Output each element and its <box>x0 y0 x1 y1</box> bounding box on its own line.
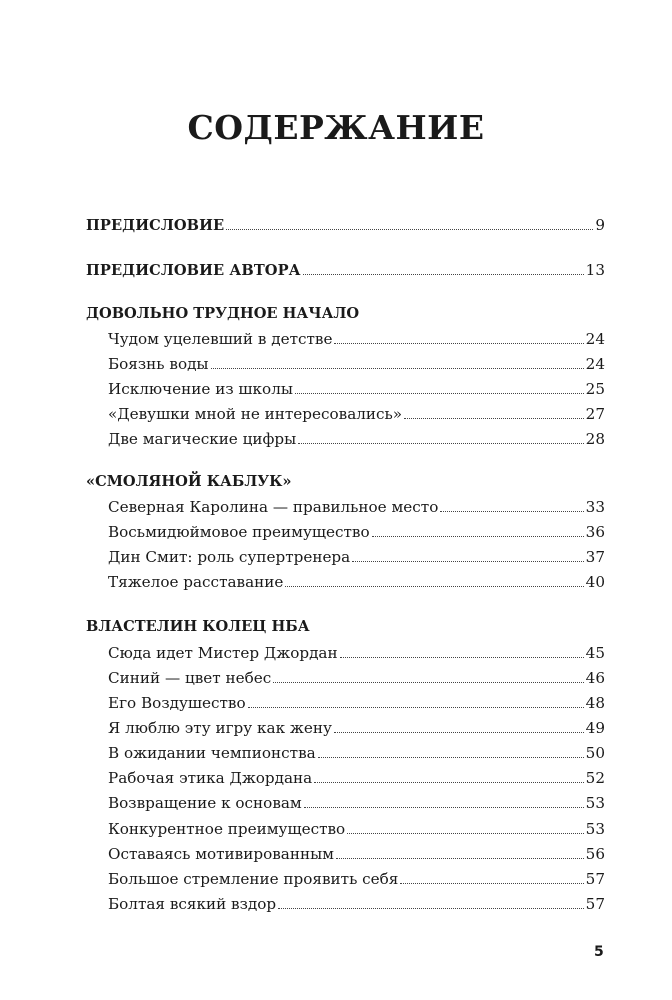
dot-leader <box>278 907 584 909</box>
toc-item-title: Конкурентное преимущество <box>108 820 346 838</box>
toc-item-title: Сюда идет Мистер Джордан <box>108 644 338 662</box>
toc-item[interactable] <box>108 403 605 425</box>
page-number: 5 <box>594 944 604 960</box>
toc-item-page: 48 <box>585 694 605 712</box>
toc-item-page: 52 <box>585 769 605 787</box>
toc-item-title: Его Воздушество <box>108 694 246 712</box>
toc-item-title: Исключение из школы <box>108 380 293 398</box>
toc-item[interactable] <box>108 667 605 689</box>
toc-item[interactable] <box>108 521 605 543</box>
toc-entry-author-preface[interactable] <box>86 259 605 281</box>
toc-item-page: 27 <box>585 405 605 423</box>
toc-item-title: «Девушки мной не интересовались» <box>108 405 403 423</box>
dot-leader <box>226 228 593 230</box>
dot-leader <box>440 510 583 512</box>
toc-item[interactable] <box>108 571 605 593</box>
toc-item-title: Две магические цифры <box>108 430 297 448</box>
dot-leader <box>340 656 584 658</box>
section-heading: ДОВОЛЬНО ТРУДНОЕ НАЧАЛО <box>86 305 360 322</box>
dot-leader <box>404 417 584 419</box>
dot-leader <box>303 273 584 275</box>
toc-item-page: 57 <box>585 895 605 913</box>
toc-item-page: 28 <box>585 430 605 448</box>
toc-item-title: Большое стремление проявить себя <box>108 870 399 888</box>
section-heading: ВЛАСТЕЛИН КОЛЕЦ НБА <box>86 618 310 635</box>
toc-item-title: Восьмидюймовое преимущество <box>108 523 370 541</box>
toc-item-title: Тяжелое расставание <box>108 573 284 591</box>
toc-item[interactable] <box>108 378 605 400</box>
toc-item-page: 53 <box>585 794 605 812</box>
dot-leader <box>314 781 583 783</box>
dot-leader <box>334 731 584 733</box>
toc-item-title: Синий — цвет небес <box>108 669 272 687</box>
toc-entry-title: ПРЕДИСЛОВИЕ АВТОРА <box>86 262 301 279</box>
toc-item-page: 50 <box>585 744 605 762</box>
page-title: СОДЕРЖАНИЕ <box>187 108 485 147</box>
toc-item[interactable] <box>108 353 605 375</box>
dot-leader <box>372 535 584 537</box>
dot-leader <box>336 857 584 859</box>
toc-item[interactable] <box>108 868 605 890</box>
toc-item[interactable] <box>108 767 605 789</box>
toc-item-page: 24 <box>585 330 605 348</box>
toc-item-title: Дин Смит: роль супертренера <box>108 548 351 566</box>
toc-item-page: 37 <box>585 548 605 566</box>
toc-entry-page: 9 <box>595 216 605 234</box>
toc-item[interactable] <box>108 893 605 915</box>
toc-item-page: 57 <box>585 870 605 888</box>
toc-item-title: В ожидании чемпионства <box>108 744 316 762</box>
toc-item[interactable] <box>108 792 605 814</box>
toc-item-title: Болтая всякий вздор <box>108 895 277 913</box>
toc-item-title: Боязнь воды <box>108 355 209 373</box>
dot-leader <box>347 832 583 834</box>
dot-leader <box>248 706 584 708</box>
toc-item-title: Возвращение к основам <box>108 794 302 812</box>
toc-item-page: 45 <box>585 644 605 662</box>
toc-entry-title: ПРЕДИСЛОВИЕ <box>86 217 225 234</box>
dot-leader <box>400 882 583 884</box>
toc-item-page: 46 <box>585 669 605 687</box>
toc-item-title: Чудом уцелевший в детстве <box>108 330 333 348</box>
toc-item[interactable] <box>108 428 605 450</box>
dot-leader <box>352 560 583 562</box>
dot-leader <box>285 585 583 587</box>
toc-item[interactable] <box>108 546 605 568</box>
toc-item[interactable] <box>108 328 605 350</box>
toc-item-title: Северная Каролина — правильное место <box>108 498 439 516</box>
toc-item-page: 25 <box>585 380 605 398</box>
toc-item[interactable] <box>108 843 605 865</box>
toc-item-title: Оставаясь мотивированным <box>108 845 334 863</box>
dot-leader <box>273 681 583 683</box>
toc-item-title: Рабочая этика Джордана <box>108 769 313 787</box>
toc-item[interactable] <box>108 818 605 840</box>
dot-leader <box>295 392 584 394</box>
toc-item-page: 24 <box>585 355 605 373</box>
toc-item[interactable] <box>108 717 605 739</box>
toc-item-page: 53 <box>585 820 605 838</box>
toc-item-title: Я люблю эту игру как жену <box>108 719 332 737</box>
toc-entry-page: 13 <box>585 261 605 279</box>
toc-item[interactable] <box>108 742 605 764</box>
toc-item-page: 49 <box>585 719 605 737</box>
toc-item-page: 36 <box>585 523 605 541</box>
toc-item-page: 33 <box>585 498 605 516</box>
toc-item[interactable] <box>108 692 605 714</box>
section-heading: «СМОЛЯНОЙ КАБЛУК» <box>86 473 292 490</box>
dot-leader <box>304 806 584 808</box>
dot-leader <box>334 342 583 344</box>
toc-item[interactable] <box>108 496 605 518</box>
toc-item-page: 40 <box>585 573 605 591</box>
toc-entry-preface[interactable] <box>86 214 605 236</box>
toc-item[interactable] <box>108 642 605 664</box>
dot-leader <box>211 367 584 369</box>
dot-leader <box>298 442 583 444</box>
toc-item-page: 56 <box>585 845 605 863</box>
dot-leader <box>318 756 584 758</box>
